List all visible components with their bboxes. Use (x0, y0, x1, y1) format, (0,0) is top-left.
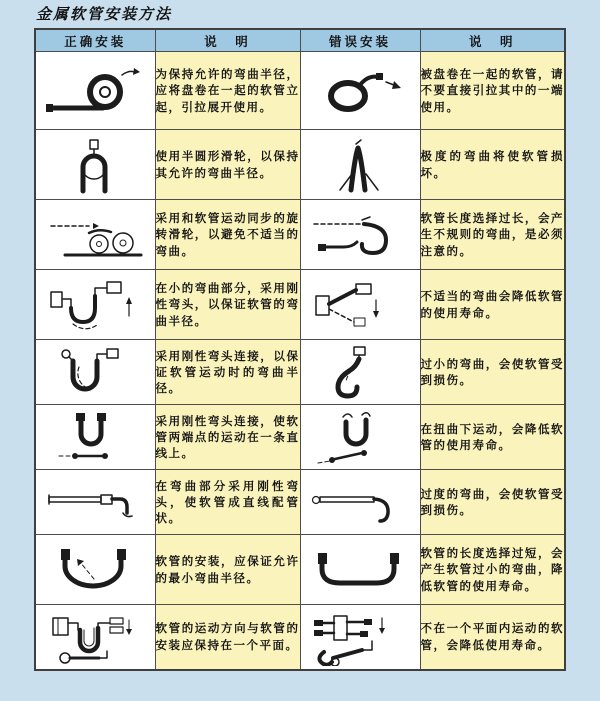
correct-description: 使用半圆形滑轮，以保持其允许的弯曲半径。 (155, 130, 300, 200)
same-plane-motion-icon (39, 608, 151, 666)
header-row (35, 29, 565, 52)
wrong-description: 被盘卷在一起的软管，请不要直接引拉其中的一端使用。 (420, 52, 565, 130)
wrong-description: 在扭曲下运动，会降低软管的使用寿命。 (420, 405, 565, 470)
inline-endpoint-motion-icon (39, 408, 151, 466)
overlong-hose-irregular-bend-icon (304, 206, 416, 264)
extreme-bend-icon (304, 136, 416, 194)
semicircular-pulley-icon (39, 136, 151, 194)
table-row (35, 405, 565, 470)
twisted-motion-icon (304, 408, 416, 466)
rigid-elbow-small-bend-icon (39, 276, 151, 334)
wrong-illustration-cell (300, 200, 420, 270)
correct-illustration-cell (35, 340, 155, 405)
too-small-bend-icon (304, 343, 416, 401)
correct-description: 在小的弯曲部分，采用刚性弯头，以保证软管的弯曲半径。 (155, 270, 300, 340)
table-row (35, 340, 565, 405)
correct-illustration-cell (35, 200, 155, 270)
wrong-illustration-cell (300, 470, 420, 535)
correct-description: 采用刚性弯头连接，以保证软管运动时的弯曲半径。 (155, 340, 300, 405)
wrong-description: 极度的弯曲将使软管损坏。 (420, 130, 565, 200)
header-correct-install: 正确安装 (35, 29, 155, 52)
correct-description: 在弯曲部分采用刚性弯头，使软管成直线配管状。 (155, 470, 300, 535)
improper-bend-icon (304, 276, 416, 334)
out-of-plane-motion-icon (304, 608, 416, 666)
wrong-description: 不适当的弯曲会降低软管的使用寿命。 (420, 270, 565, 340)
wrong-description: 软管的长度选择过短，会产生软管过小的弯曲，降低软管的使用寿命。 (420, 535, 565, 605)
coil-end-pulled-icon (304, 62, 416, 120)
correct-illustration-cell (35, 535, 155, 605)
coiled-hose-stood-up-icon (39, 62, 151, 120)
correct-description: 软管的运动方向与软管的安装应保持在一个平面。 (155, 605, 300, 670)
header-correct-description: 说 明 (155, 29, 300, 52)
wrong-description: 不在一个平面内运动的软管，会降低使用寿命。 (420, 605, 565, 670)
correct-description: 软管的安装，应保证允许的最小弯曲半径。 (155, 535, 300, 605)
too-short-hose-icon (304, 541, 416, 599)
header-wrong-install: 错误安装 (300, 29, 420, 52)
wrong-description: 过度的弯曲，会使软管受到损伤。 (420, 470, 565, 535)
correct-illustration-cell (35, 405, 155, 470)
table-row (35, 470, 565, 535)
page-title: 金属软管安装方法 (36, 5, 173, 23)
table-row (35, 52, 565, 130)
synchronized-rotating-pulleys-icon (39, 206, 151, 264)
excessive-bend-icon (304, 473, 416, 531)
wrong-illustration-cell (300, 270, 420, 340)
correct-illustration-cell (35, 270, 155, 340)
table-row (35, 200, 565, 270)
wrong-description: 过小的弯曲，会使软管受到损伤。 (420, 340, 565, 405)
wrong-illustration-cell (300, 605, 420, 670)
wrong-illustration-cell (300, 535, 420, 605)
correct-illustration-cell (35, 130, 155, 200)
table-row (35, 270, 565, 340)
header-wrong-description: 说 明 (420, 29, 565, 52)
wrong-illustration-cell (300, 52, 420, 130)
correct-illustration-cell (35, 605, 155, 670)
table-row (35, 130, 565, 200)
table-row (35, 605, 565, 670)
correct-illustration-cell (35, 52, 155, 130)
correct-description: 为保持允许的弯曲半径，应将盘卷在一起的软管立起，引拉展开使用。 (155, 52, 300, 130)
correct-description: 采用和软管运动同步的旋转滑轮，以避免不适当的弯曲。 (155, 200, 300, 270)
wrong-illustration-cell (300, 405, 420, 470)
correct-description: 采用刚性弯头连接，使软管两端点的运动在一条直线上。 (155, 405, 300, 470)
rigid-elbow-moving-hose-icon (39, 343, 151, 401)
wrong-description: 软管长度选择过长，会产生不规则的弯曲，是必须注意的。 (420, 200, 565, 270)
minimum-bend-radius-icon (39, 541, 151, 599)
installation-table (34, 28, 566, 671)
correct-illustration-cell (35, 470, 155, 535)
table-row (35, 535, 565, 605)
straight-piping-with-elbow-icon (39, 473, 151, 531)
wrong-illustration-cell (300, 130, 420, 200)
wrong-illustration-cell (300, 340, 420, 405)
